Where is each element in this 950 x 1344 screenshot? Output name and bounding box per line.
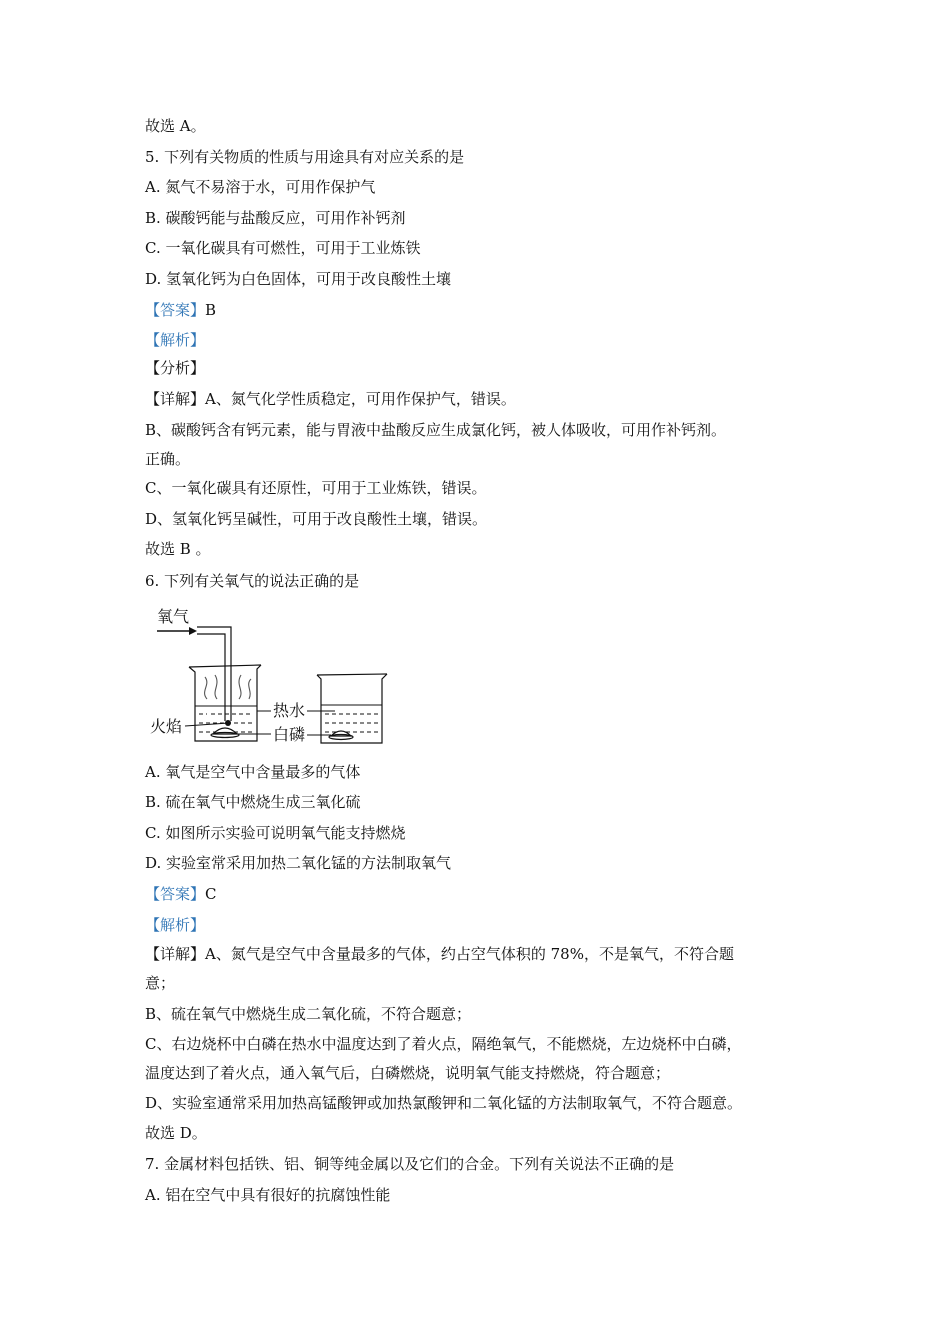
text-line: D、氢氧化钙呈碱性，可用于改良酸性土壤，错误。 bbox=[145, 510, 488, 528]
analysis-tag: 【解析】 bbox=[145, 916, 206, 934]
figure-label-oxygen: 氧气 bbox=[157, 607, 190, 626]
text-line: B、硫在氧气中燃烧生成二氧化硫，不符合题意； bbox=[145, 1005, 472, 1023]
option-a: A. 铝在空气中具有很好的抗腐蚀性能 bbox=[145, 1186, 391, 1204]
figure-label-white-phosphorus: 白磷 bbox=[273, 725, 306, 744]
arrow-icon bbox=[157, 627, 197, 635]
figure-label-hot-water: 热水 bbox=[273, 701, 306, 720]
text-line: 【分析】 bbox=[145, 359, 206, 377]
option-c: C. 如图所示实验可说明氧气能支持燃烧 bbox=[145, 824, 406, 842]
option-b: B. 碳酸钙能与盐酸反应，可用作补钙剂 bbox=[145, 209, 406, 227]
text-line: D、实验室通常采用加热高锰酸钾或加热氯酸钾和二氧化锰的方法制取氧气，不符合题意。 bbox=[145, 1094, 743, 1112]
figure-label-flame: 火焰 bbox=[150, 717, 183, 736]
option-a: A. 氧气是空气中含量最多的气体 bbox=[145, 763, 361, 781]
answer-tag: 【答案】 bbox=[145, 885, 206, 903]
text-line: 【详解】A、氮气化学性质稳定，可用作保护气，错误。 bbox=[145, 390, 516, 408]
text-line: C、一氧化碳具有还原性，可用于工业炼铁，错误。 bbox=[145, 479, 487, 497]
answer-line bbox=[145, 300, 825, 320]
option-a: A. 氮气不易溶于水，可用作保护气 bbox=[145, 178, 376, 196]
question-5-stem: 5. 下列有关物质的性质与用途具有对应关系的是 bbox=[145, 148, 465, 166]
answer-value: B bbox=[205, 301, 217, 319]
text-line: C、右边烧杯中白磷在热水中温度达到了着火点，隔绝氧气，不能燃烧，左边烧杯中白磷， bbox=[145, 1035, 742, 1053]
answer-value: C bbox=[205, 885, 217, 903]
question-6-stem: 6. 下列有关氧气的说法正确的是 bbox=[145, 572, 360, 590]
text-line: 正确。 bbox=[145, 450, 191, 468]
text-line: 【详解】A、氮气是空气中含量最多的气体，约占空气体积的 78%，不是氧气，不符合题 bbox=[145, 945, 734, 963]
answer-tag: 【答案】 bbox=[145, 301, 206, 319]
experiment-figure bbox=[145, 603, 395, 748]
question-7-stem: 7. 金属材料包括铁、铝、铜等纯金属以及它们的合金。下列有关说法不正确的是 bbox=[145, 1155, 675, 1173]
text-line: 温度达到了着火点，通入氧气后，白磷燃烧，说明氧气能支持燃烧，符合题意； bbox=[145, 1064, 671, 1082]
right-beaker bbox=[317, 674, 387, 743]
option-d: D. 实验室常采用加热二氧化锰的方法制取氧气 bbox=[145, 854, 452, 872]
option-d: D. 氢氧化钙为白色固体，可用于改良酸性土壤 bbox=[145, 270, 452, 288]
text-line: 故选 D。 bbox=[145, 1124, 207, 1142]
text-line: 故选 B 。 bbox=[145, 540, 211, 558]
text-line: 意； bbox=[145, 974, 176, 992]
option-b: B. 硫在氧气中燃烧生成三氧化硫 bbox=[145, 793, 361, 811]
delivery-tube bbox=[197, 627, 231, 721]
analysis-tag: 【解析】 bbox=[145, 331, 206, 349]
option-c: C. 一氧化碳具有可燃性，可用于工业炼铁 bbox=[145, 239, 421, 257]
smoke-wisps bbox=[205, 675, 251, 699]
answer-line bbox=[145, 884, 825, 904]
text-line: B、碳酸钙含有钙元素，能与胃液中盐酸反应生成氯化钙，被人体吸收，可用作补钙剂。 bbox=[145, 421, 727, 439]
text-line: 故选 A。 bbox=[145, 117, 206, 135]
right-water bbox=[321, 705, 382, 732]
